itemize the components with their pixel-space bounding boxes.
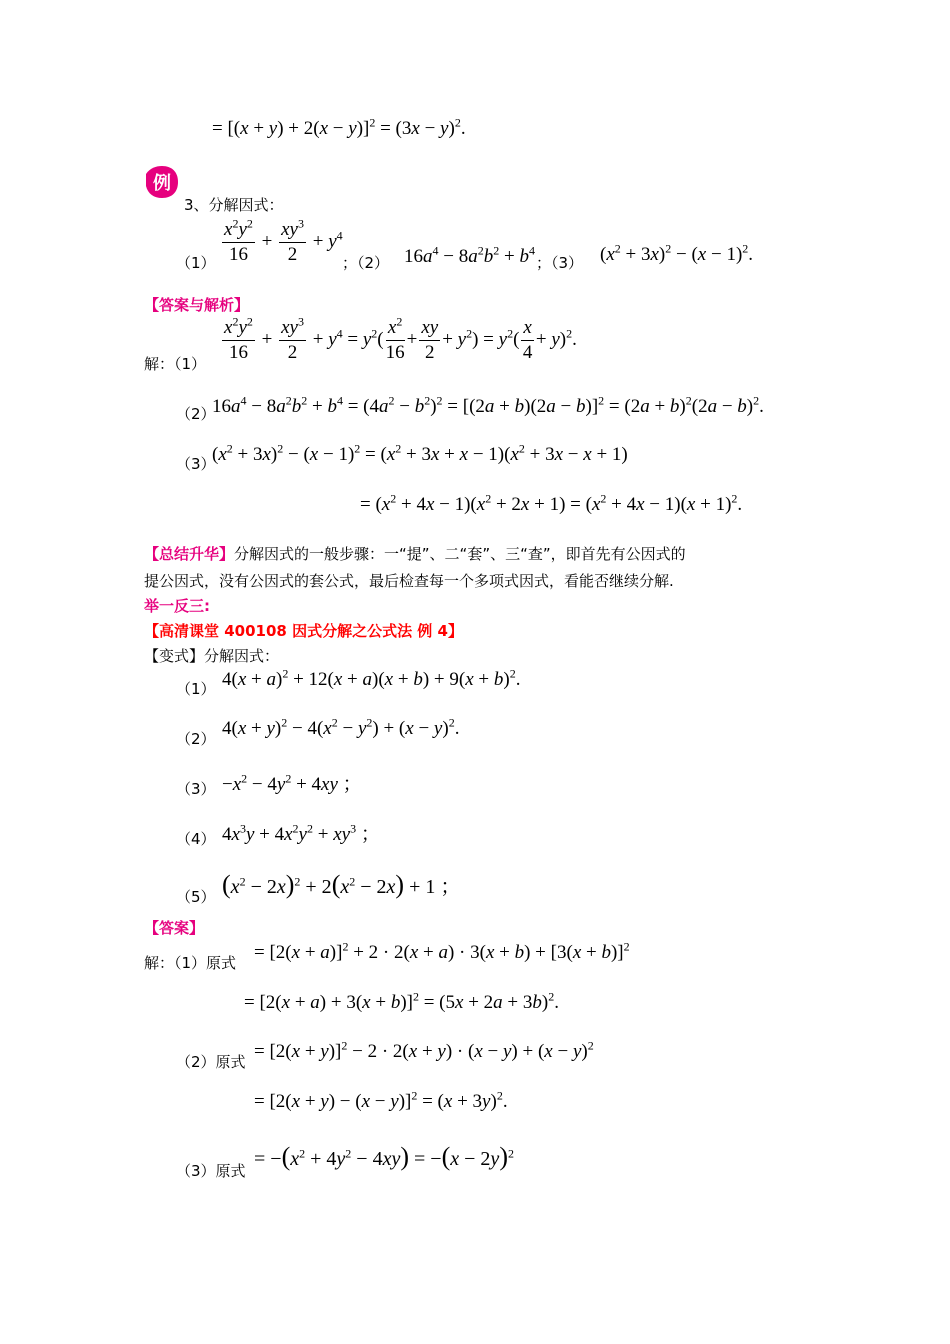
variant-label-4: （4） <box>176 830 216 848</box>
summary-heading: 【总结升华】 <box>144 545 235 563</box>
answer-label-3: （3）原式 <box>176 1162 246 1180</box>
variant-expr-5: $(x^2 - 2x)^2 + 2(x^2 - 2x) + 1$ ； <box>222 870 461 899</box>
answer-analysis-heading: 【答案与解析】 <box>144 296 250 314</box>
solution-expr-3a: $(x^2 + 3x)^2 - (x - 1)^2 = (x^2 + 3x + x - 1)(x^2 + 3x - x + 1)$ <box>212 441 628 465</box>
answer-heading: 【答案】 <box>144 919 205 937</box>
problem-label-2: ；（2） <box>342 254 390 272</box>
summary-line-2: 提公因式，没有公因式的套公式，最后检查每一个多项式因式，看能否继续分解. <box>144 572 674 590</box>
problem-label-3: ；（3） <box>536 254 584 272</box>
answer-expr-1a: = $[2(x + a)]^2 + 2 \cdot 2(x + a) \cdot 3(x + b) + [3(x + b)]^2$ <box>254 939 630 963</box>
answer-expr-1b: = $[2(x + a) + 3(x + b)]^2 = (5x + 2a + 3b)^2$. <box>244 989 559 1013</box>
course-heading: 【高清课堂 400108 因式分解之公式法 例 4】 <box>144 622 463 640</box>
variant-label-3: （3） <box>176 780 216 798</box>
svg-text:例: 例 <box>153 173 171 194</box>
summary-line-1 <box>144 543 686 564</box>
problem-label-1: （1） <box>176 254 216 272</box>
summary-text-1: 分解因式的一般步骤：一“提”、二“套”、三“查”，即首先有公因式的 <box>234 545 686 563</box>
variant-expr-4: $4x^3y + 4x^2y^2 + xy^3$ ； <box>222 821 380 845</box>
answer-label-2: （2）原式 <box>176 1053 246 1071</box>
solution-label-2: （2） <box>176 405 216 423</box>
problem-expr-1: $\frac{x^2y^2}{16}$ + $\frac{xy^3}{2}$ + $y^4$ <box>224 216 343 265</box>
problem-expr-2: $16a^4 - 8a^2b^2 + b^4$ <box>404 243 535 267</box>
solution-expr-2: $16a^4 - 8a^2b^2 + b^4 = (4a^2 - b^2)^2 = [(2a + b)(2a - b)]^2 = (2a + b)^2(2a - b)^2$. <box>212 393 764 417</box>
variant-expr-2: $4(x + y)^2 - 4(x^2 - y^2) + (x - y)^2$. <box>222 715 460 739</box>
variant-heading: 【变式】分解因式： <box>144 647 280 665</box>
juyi-heading: 举一反三: <box>144 597 210 615</box>
solution-expr-3b: = $(x^2 + 4x - 1)(x^2 + 2x + 1) = (x^2 + 4x - 1)(x + 1)^2$. <box>360 491 743 515</box>
answer-expr-2b: = $[2(x + y) - (x - y)]^2 = (x + 3y)^2$. <box>254 1088 508 1112</box>
example-badge-icon <box>144 164 180 200</box>
answer-expr-2a: = $[2(x + y)]^2 - 2 \cdot 2(x + y) \cdot (x - y) + (x - y)^2$ <box>254 1038 594 1062</box>
variant-expr-1: $4(x + a)^2 + 12(x + a)(x + b) + 9(x + b)^2$. <box>222 666 521 690</box>
problem-expr-3: $(x^2 + 3x)^2 - (x - 1)^2$. <box>600 241 754 265</box>
variant-label-2: （2） <box>176 730 216 748</box>
variant-expr-3: $-x^2 - 4y^2 + 4xy$ ； <box>222 771 362 795</box>
answer-expr-3: = $-(x^2 + 4y^2 - 4xy) = -(x - 2y)^2$ <box>254 1142 514 1171</box>
variant-label-5: （5） <box>176 888 216 906</box>
solution-expr-1: $\frac{x^2y^2}{16}$ + $\frac{xy^3}{2}$ + $y^4 = y^2$( $\frac{x^2}{16}$ + $\frac{xy}{2}$ + $y^2) = y^2$( $\frac{x}{4}$ + y)$^2$. <box>224 314 577 363</box>
example-title: 3、分解因式： <box>184 196 284 214</box>
eq-line-1: = $[(x + y) + 2(x - y)]^2 = (3x - y)^2$. <box>212 115 466 139</box>
solution-label-3: （3） <box>176 455 216 473</box>
solution-label-1: 解：（1） <box>144 355 207 373</box>
answer-label-1: 解：（1）原式 <box>144 954 237 972</box>
variant-label-1: （1） <box>176 680 216 698</box>
